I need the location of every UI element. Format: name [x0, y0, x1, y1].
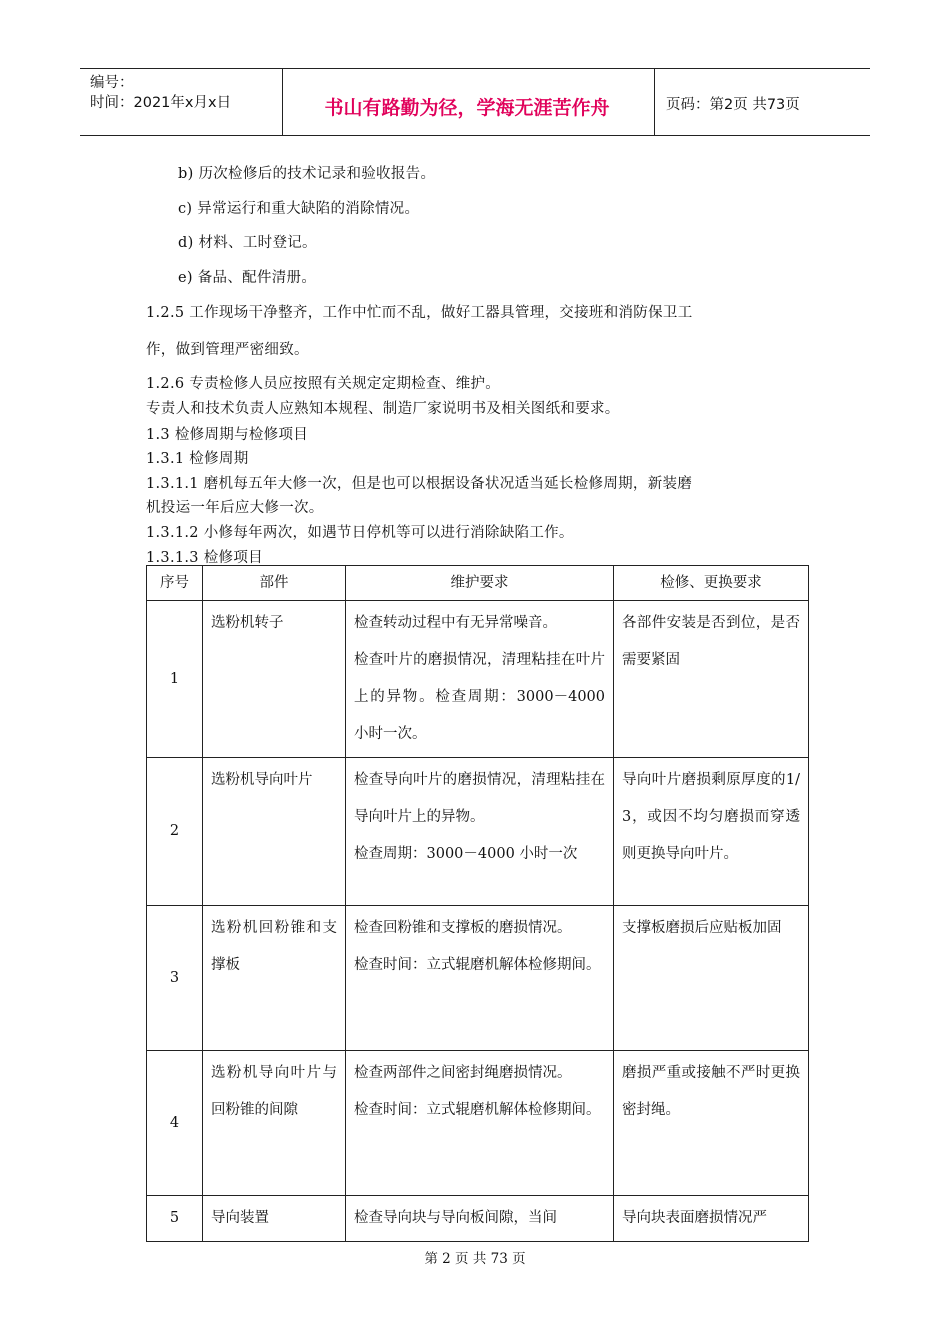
time-label: 时间：2021年x月x日 — [90, 95, 232, 111]
clause-1-2-5: 1.2.5 工作现场干净整齐，工作中忙而不乱，做好工器具管理，交接班和消防保卫工 — [146, 305, 693, 321]
header-divider — [654, 69, 655, 135]
clause-1-3-1-1-cont: 机投运一年后应大修一次。 — [146, 500, 324, 516]
page-info: 页码：第2页 共73页 — [666, 97, 800, 113]
col-header-replacement: 检修、更换要求 — [614, 566, 809, 601]
row-part: 选粉机导向叶片与回粉锥的间隙 — [203, 1051, 346, 1196]
section-1-3-1: 1.3.1 检修周期 — [146, 451, 249, 467]
maintenance-text: 检查叶片的磨损情况，清理粘挂在叶片上的异物。检查周期：3000－4000 小时一次。 — [354, 652, 605, 742]
row-replacement: 各部件安装是否到位，是否需要紧固 — [614, 601, 809, 758]
maintenance-text: 检查时间：立式辊磨机解体检修期间。 — [354, 957, 601, 973]
row-maintenance — [346, 1051, 614, 1196]
col-header-maintenance: 维护要求 — [346, 566, 614, 601]
row-part: 选粉机回粉锥和支撑板 — [203, 906, 346, 1051]
clause-1-2-5-cont: 作，做到管理严密细致。 — [146, 342, 309, 358]
list-item-e: e) 备品、配件清册。 — [178, 270, 317, 286]
maintenance-text: 检查周期：3000－4000 小时一次 — [354, 846, 578, 862]
list-item-b: b) 历次检修后的技术记录和验收报告。 — [178, 166, 436, 182]
row-number: 5 — [147, 1196, 203, 1242]
list-item-d: d) 材料、工时登记。 — [178, 235, 317, 251]
maintenance-text: 检查转动过程中有无异常噪音。 — [354, 615, 557, 631]
row-number: 4 — [147, 1051, 203, 1196]
maintenance-text: 检查导向块与导向板间隙，当间 — [354, 1210, 557, 1226]
row-part: 选粉机转子 — [203, 601, 346, 758]
clause-1-3-1-3: 1.3.1.3 检修项目 — [146, 550, 263, 566]
table-row — [147, 758, 809, 906]
col-header-part: 部件 — [203, 566, 346, 601]
col-header-no: 序号 — [147, 566, 203, 601]
row-number: 3 — [147, 906, 203, 1051]
page-header — [80, 68, 870, 136]
table-row — [147, 906, 809, 1051]
list-item-c: c) 异常运行和重大缺陷的消除情况。 — [178, 201, 420, 217]
row-maintenance — [346, 758, 614, 906]
row-maintenance — [346, 1196, 614, 1242]
clause-1-3-1-2: 1.3.1.2 小修每年两次，如遇节日停机等可以进行消除缺陷工作。 — [146, 525, 574, 541]
row-maintenance — [346, 601, 614, 758]
row-replacement: 导向块表面磨损情况严 — [614, 1196, 809, 1242]
maintenance-text: 检查回粉锥和支撑板的磨损情况。 — [354, 920, 572, 936]
maintenance-table — [146, 565, 809, 1242]
section-1-3: 1.3 检修周期与检修项目 — [146, 427, 309, 443]
clause-1-2-6: 1.2.6 专责检修人员应按照有关规定定期检查、维护。 — [146, 376, 501, 392]
header-motto: 书山有路勤为径，学海无涯苦作舟 — [324, 97, 610, 119]
row-replacement: 磨损严重或接触不严时更换密封绳。 — [614, 1051, 809, 1196]
row-replacement: 导向叶片磨损剩原厚度的1/3，或因不均匀磨损而穿透则更换导向叶片。 — [614, 758, 809, 906]
table-row — [147, 1051, 809, 1196]
clause-1-3-1-1: 1.3.1.1 磨机每五年大修一次，但是也可以根据设备状况适当延长检修周期，新装磨 — [146, 476, 693, 492]
table-row — [147, 1196, 809, 1242]
maintenance-text: 检查时间：立式辊磨机解体检修期间。 — [354, 1102, 601, 1118]
table-header-row — [147, 566, 809, 601]
maintenance-text: 检查两部件之间密封绳磨损情况。 — [354, 1065, 572, 1081]
row-number: 2 — [147, 758, 203, 906]
clause-1-2-6-cont: 专责人和技术负责人应熟知本规程、制造厂家说明书及相关图纸和要求。 — [146, 401, 620, 417]
page-footer: 第 2 页 共 73 页 — [424, 1251, 526, 1267]
serial-label: 编号： — [90, 75, 134, 91]
maintenance-text: 检查导向叶片的磨损情况，清理粘挂在导向叶片上的异物。 — [354, 772, 605, 825]
table-row — [147, 601, 809, 758]
row-maintenance — [346, 906, 614, 1051]
row-number: 1 — [147, 601, 203, 758]
row-part: 选粉机导向叶片 — [203, 758, 346, 906]
row-part: 导向装置 — [203, 1196, 346, 1242]
row-replacement: 支撑板磨损后应贴板加固 — [614, 906, 809, 1051]
